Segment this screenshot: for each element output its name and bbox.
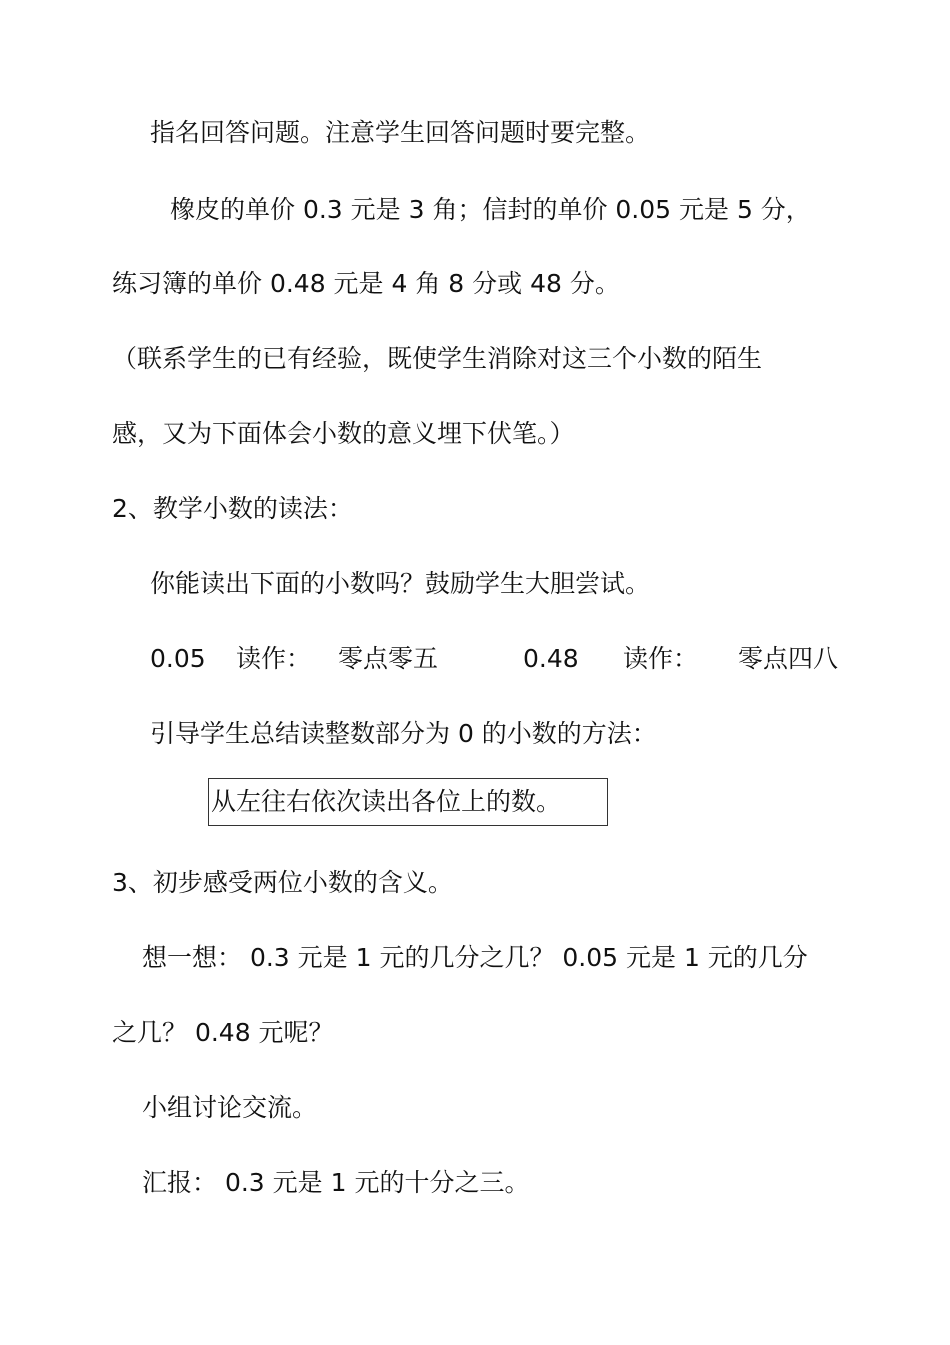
decimal-0-48: 0.48 [523, 644, 579, 673]
paragraph-report: 汇报： 0.3 元是 1 元的十分之三。 [142, 1168, 530, 1197]
paragraph-unit-prices-2: 练习簿的单价 0.48 元是 4 角 8 分或 48 分。 [112, 269, 620, 298]
boxed-rule [208, 778, 608, 826]
read-as-label-1: 读作： [236, 644, 312, 673]
read-as-label-2: 读作： [623, 644, 699, 673]
paragraph-note-1: （联系学生的已有经验，既使学生消除对这三个小数的陌生 [112, 344, 763, 373]
section-heading-2: 2、教学小数的读法： [112, 494, 353, 523]
paragraph-answer-instruction: 指名回答问题。注意学生回答问题时要完整。 [150, 118, 651, 147]
boxed-rule-text: 从左往右依次读出各位上的数。 [211, 787, 562, 816]
paragraph-unit-prices-1: 橡皮的单价 0.3 元是 3 角；信封的单价 0.05 元是 5 分， [170, 195, 811, 224]
section-heading-3: 3、初步感受两位小数的含义。 [112, 868, 453, 897]
paragraph-think-2: 之几？ 0.48 元呢？ [112, 1018, 334, 1047]
paragraph-note-2: 感，又为下面体会小数的意义埋下伏笔。） [112, 419, 575, 448]
decimal-0-05: 0.05 [150, 644, 206, 673]
reading-value-1: 零点零五 [338, 644, 439, 673]
paragraph-group-discussion: 小组讨论交流。 [142, 1093, 318, 1122]
paragraph-reading-prompt: 你能读出下面的小数吗？鼓励学生大胆尝试。 [150, 569, 651, 598]
paragraph-summary-method: 引导学生总结读整数部分为 0 的小数的方法： [150, 719, 657, 748]
paragraph-think-1: 想一想： 0.3 元是 1 元的几分之几？ 0.05 元是 1 元的几分 [142, 943, 808, 972]
reading-value-2: 零点四八 [738, 644, 839, 673]
